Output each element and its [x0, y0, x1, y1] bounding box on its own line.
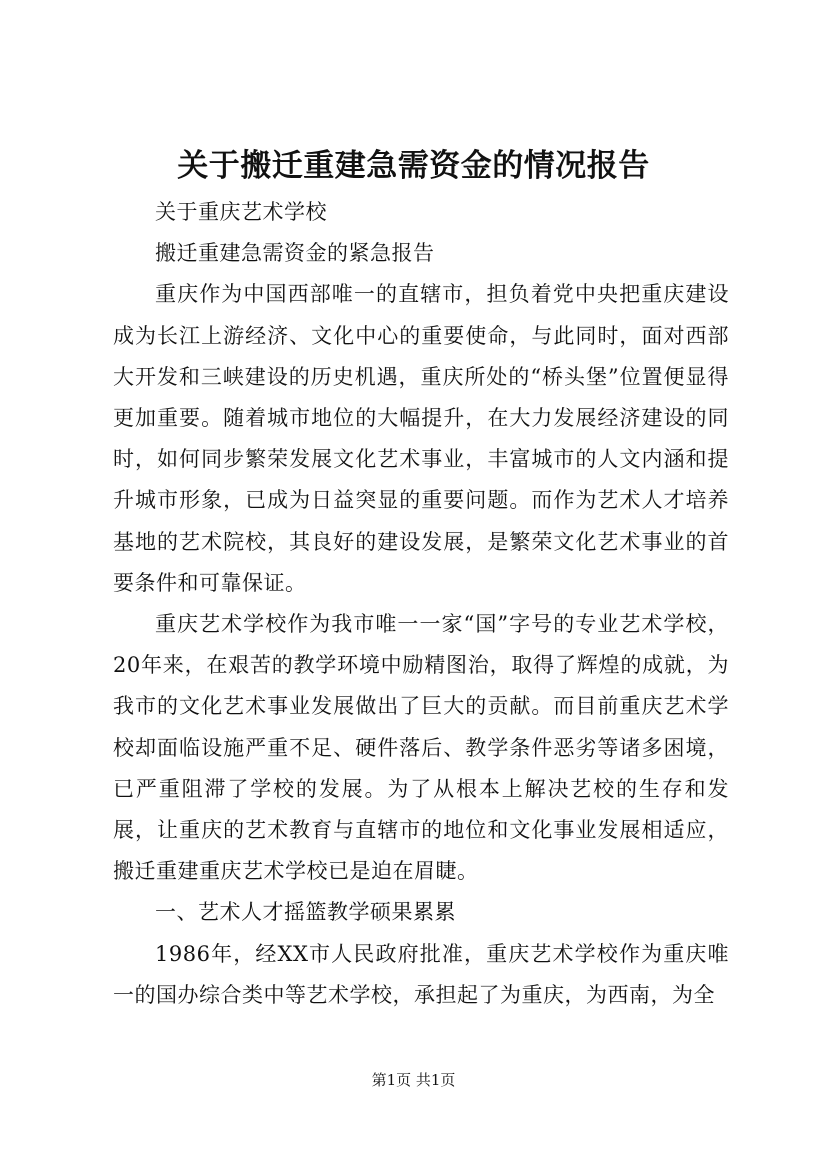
- paragraph-recipient: 关于重庆艺术学校: [155, 200, 327, 224]
- document-title: 关于搬迁重建急需资金的情况报告: [177, 148, 650, 184]
- paragraph-subject: 搬迁重建急需资金的紧急报告: [155, 241, 435, 266]
- page-footer: 第1页 共1页: [371, 1071, 456, 1089]
- section-heading: 一、艺术人才摇篮教学硕果累累: [155, 900, 456, 925]
- paragraph: 重庆艺术学校作为我市唯一一家“国”字号的专业艺术学校，20年来，在艰苦的教学环境中励精图治，取得了辉煌的成就，为我市的文化艺术事业发展做出了巨大的贡献。而目前重庆艺术学校却面临设施严重不足、硬件落后、教学条件恶劣等诸多困境，已严重阻滞了学校的发展。为了从根本上解决艺校的生存和发展，让重庆的艺术教育与直辖市的地位和文化事业发展相适应，搬迁重建重庆艺术学校已是迫在眉睫。: [113, 612, 729, 884]
- paragraph: 1986年，经XX市人民政府批准，重庆艺术学校作为重庆唯一的国办综合类中等艺术学校，承担起了为重庆，为西南，为全: [113, 941, 729, 1007]
- document-body: [113, 192, 729, 1016]
- paragraph: 重庆作为中国西部唯一的直辖市，担负着党中央把重庆建设成为长江上游经济、文化中心的重要使命，与此同时，面对西部大开发和三峡建设的历史机遇，重庆所处的“桥头堡”位置便显得更加重要。随着城市地位的大幅提升，在大力发展经济建设的同时，如何同步繁荣发展文化艺术事业，丰富城市的人文内涵和提升城市形象，已成为日益突显的重要问题。而作为艺术人才培养基地的艺术院校，其良好的建设发展，是繁荣文化艺术事业的首要条件和可靠保证。: [113, 282, 729, 595]
